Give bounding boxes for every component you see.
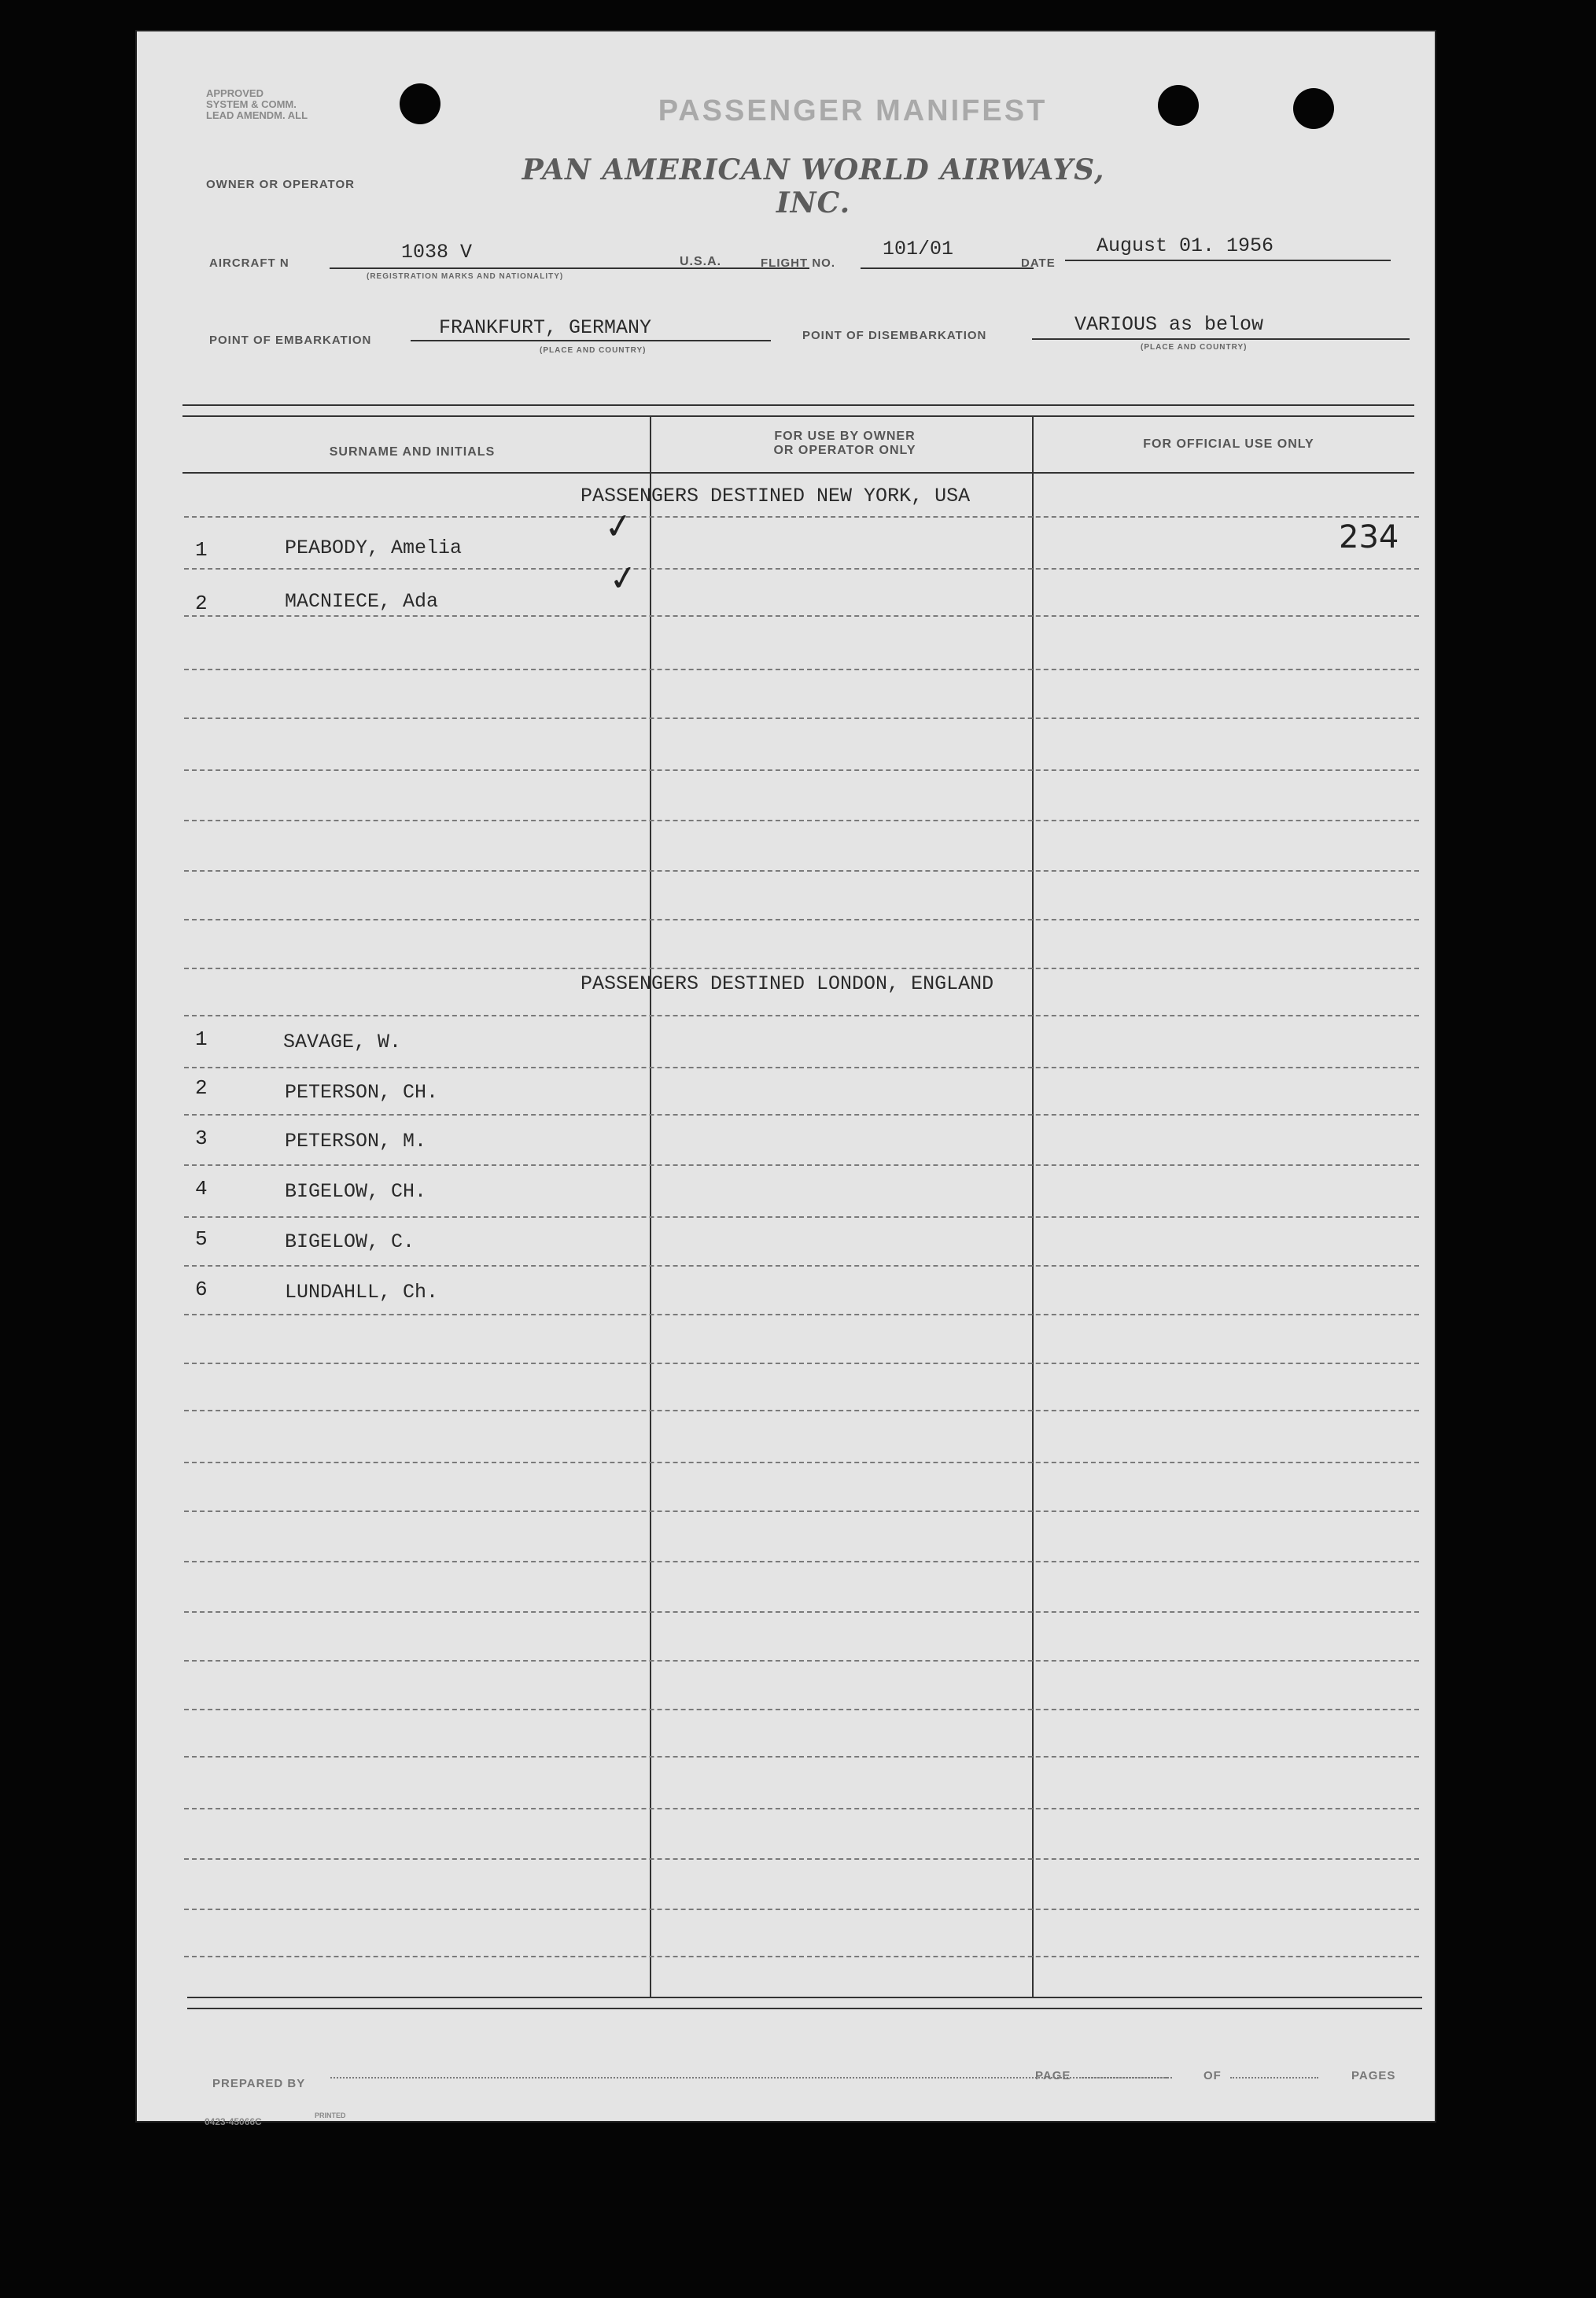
disembark-value: VARIOUS as below	[1074, 313, 1264, 336]
owner-label: OWNER OR OPERATOR	[206, 178, 355, 191]
ruled-line	[184, 1808, 1419, 1809]
disembark-sublabel: (PLACE AND COUNTRY)	[1141, 343, 1248, 352]
passenger-number: 1	[195, 538, 208, 562]
table-top-rule-1	[182, 404, 1414, 406]
column-header-owner-use: FOR USE BY OWNER OR OPERATOR ONLY	[773, 430, 916, 457]
ruled-line	[184, 820, 1419, 821]
table-header-rule	[182, 472, 1414, 474]
page-label: PAGE	[1035, 2069, 1071, 2082]
passenger-number: 6	[195, 1278, 208, 1301]
ruled-line	[184, 1114, 1419, 1116]
table-bottom-rule-1	[187, 1997, 1422, 1998]
ruled-line	[184, 1410, 1419, 1411]
passenger-name: LUNDAHLL, Ch.	[285, 1281, 439, 1304]
ruled-line	[184, 1363, 1419, 1364]
of-label: OF	[1203, 2069, 1222, 2082]
passenger-name: PEABODY, Amelia	[285, 537, 463, 559]
column-divider-2	[1032, 415, 1034, 1997]
passenger-name: BIGELOW, CH.	[285, 1180, 427, 1203]
aircraft-value: 1038 V	[401, 241, 473, 264]
passenger-number: 5	[195, 1227, 208, 1251]
ruled-line	[184, 1756, 1419, 1758]
printed-mark: PRINTED	[315, 2112, 346, 2119]
ruled-line	[184, 1265, 1419, 1267]
passenger-name: MACNIECE, Ada	[285, 590, 439, 613]
ruled-line	[184, 919, 1419, 920]
ruled-line	[184, 1561, 1419, 1562]
column-divider-1	[650, 415, 651, 1997]
table-top-rule-2	[182, 415, 1414, 417]
passenger-name: SAVAGE, W.	[283, 1031, 402, 1053]
ruled-line	[184, 968, 1419, 969]
ruled-line	[184, 1956, 1419, 1957]
passenger-name: BIGELOW, C.	[285, 1230, 415, 1253]
passenger-number: 4	[195, 1177, 208, 1201]
ruled-line	[184, 1709, 1419, 1710]
aircraft-underline	[330, 267, 809, 269]
group-heading-new-york: PASSENGERS DESTINED NEW YORK, USA	[581, 485, 971, 507]
ruled-line	[184, 1015, 1419, 1016]
column-header-surname: SURNAME AND INITIALS	[329, 445, 496, 459]
ruled-line	[184, 870, 1419, 872]
punch-hole-left	[400, 83, 440, 124]
embark-underline	[411, 340, 771, 341]
form-title: PASSENGER MANIFEST	[658, 94, 1048, 127]
pages-label: PAGES	[1351, 2069, 1396, 2082]
ruled-line	[184, 717, 1419, 719]
country-label: U.S.A.	[680, 255, 722, 268]
official-note: 234	[1339, 519, 1399, 555]
passenger-number: 1	[195, 1027, 208, 1051]
disembark-label: POINT OF DISEMBARKATION	[802, 329, 987, 342]
aircraft-label: AIRCRAFT N	[209, 256, 289, 270]
prepared-by-label: PREPARED BY	[212, 2077, 306, 2090]
passenger-number: 2	[195, 592, 208, 615]
date-value: August 01. 1956	[1097, 234, 1274, 257]
checkmark-icon: ✓	[606, 556, 641, 601]
flight-label: FLIGHT NO.	[761, 256, 835, 270]
ruled-line	[184, 568, 1419, 570]
date-label: DATE	[1021, 256, 1056, 270]
punch-hole-right-1	[1158, 85, 1199, 126]
table-bottom-rule-2	[187, 2008, 1422, 2009]
passenger-number: 2	[195, 1076, 208, 1100]
aircraft-sublabel: (REGISTRATION MARKS AND NATIONALITY)	[367, 272, 564, 281]
ruled-line	[184, 1216, 1419, 1218]
ruled-line	[184, 1510, 1419, 1512]
passenger-name: PETERSON, M.	[285, 1130, 427, 1153]
of-line	[1230, 2077, 1318, 2079]
ruled-line	[184, 1314, 1419, 1315]
passenger-name: PETERSON, CH.	[285, 1081, 439, 1104]
page-line	[1079, 2077, 1167, 2079]
ruled-line	[184, 1462, 1419, 1463]
ruled-line	[184, 1660, 1419, 1662]
embark-value: FRANKFURT, GERMANY	[439, 316, 652, 339]
ruled-line	[184, 516, 1419, 518]
ruled-line	[184, 1067, 1419, 1068]
date-underline	[1065, 260, 1391, 261]
ruled-line	[184, 1611, 1419, 1613]
form-code: 0423-45066C	[205, 2116, 262, 2127]
passenger-number: 3	[195, 1127, 208, 1150]
ruled-line	[184, 769, 1419, 771]
flight-value: 101/01	[883, 238, 954, 260]
checkmark-icon: ✓	[601, 504, 636, 549]
embark-sublabel: (PLACE AND COUNTRY)	[540, 346, 647, 355]
group-heading-london: PASSENGERS DESTINED LONDON, ENGLAND	[581, 972, 994, 995]
manifest-sheet	[137, 31, 1435, 2127]
airline-name: PAN AMERICAN WORLD AIRWAYS, INC.	[522, 153, 1105, 219]
ruled-line	[184, 1909, 1419, 1910]
ruled-line	[184, 669, 1419, 670]
flight-underline	[861, 267, 1034, 269]
embark-label: POINT OF EMBARKATION	[209, 334, 372, 347]
ruled-line	[184, 1858, 1419, 1860]
column-header-official-use: FOR OFFICIAL USE ONLY	[1143, 437, 1314, 451]
ruled-line	[184, 615, 1419, 617]
punch-hole-right-2	[1293, 88, 1334, 129]
disembark-underline	[1032, 338, 1410, 340]
approval-stamp: APPROVED SYSTEM & COMM. LEAD AMENDM. ALL	[206, 87, 308, 121]
ruled-line	[184, 1164, 1419, 1166]
